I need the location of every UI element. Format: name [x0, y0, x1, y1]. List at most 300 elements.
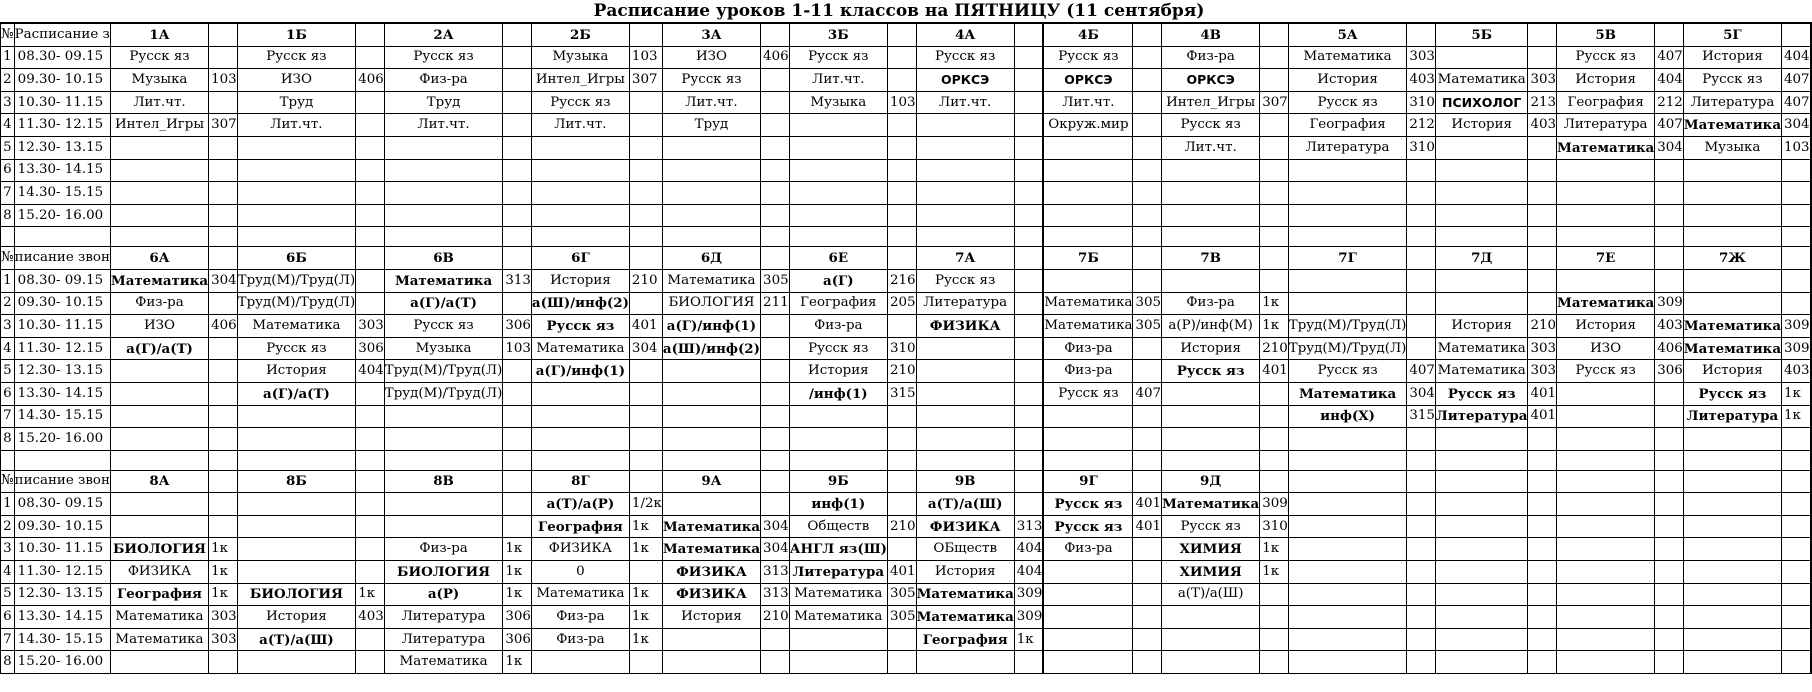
subject-cell: Математика: [1043, 315, 1133, 338]
room-cell: 1к: [503, 561, 532, 584]
subject-cell: [1557, 606, 1655, 629]
lesson-row: [1, 69, 1811, 92]
subject-cell: [1043, 204, 1133, 227]
room-header: [1260, 247, 1289, 270]
subject-cell: Литература: [384, 606, 503, 629]
room-cell: [1014, 269, 1043, 292]
subject-cell: [1043, 428, 1133, 451]
subject-cell: [1043, 136, 1133, 159]
room-cell: [1014, 493, 1043, 516]
subject-cell: Труд: [662, 114, 760, 137]
room-cell: 1к: [1260, 315, 1289, 338]
subject-cell: ИЗО: [1557, 337, 1655, 360]
room-cell: 1к: [1260, 538, 1289, 561]
room-cell: 103: [209, 69, 238, 92]
subject-cell: Русск яз: [1288, 91, 1407, 114]
subject-cell: [1683, 159, 1781, 182]
room-cell: [209, 46, 238, 69]
blank-cell: [503, 227, 532, 247]
room-cell: 213: [1528, 91, 1557, 114]
room-cell: 1к: [1782, 382, 1811, 405]
lesson-row: [1, 606, 1811, 629]
subject-cell: Литература: [1435, 405, 1528, 428]
room-cell: [888, 493, 917, 516]
subject-cell: [1557, 182, 1655, 205]
subject-cell: а(Г)/а(Т): [384, 292, 503, 315]
room-cell: [888, 628, 917, 651]
subject-cell: География: [1557, 91, 1655, 114]
room-cell: [1407, 493, 1436, 516]
lesson-time: 14.30- 15.15: [14, 182, 110, 205]
blank-cell: [789, 227, 887, 247]
subject-cell: [1288, 583, 1407, 606]
subject-cell: Физ-ра: [531, 628, 629, 651]
room-cell: [1260, 583, 1289, 606]
lesson-number: 1: [1, 46, 15, 69]
room-cell: [356, 159, 385, 182]
subject-cell: БИОЛОГИЯ: [662, 292, 760, 315]
subject-cell: История: [237, 360, 356, 383]
room-cell: [209, 405, 238, 428]
room-cell: 1к: [629, 606, 662, 629]
room-cell: [1133, 360, 1162, 383]
blank-cell: [1557, 450, 1655, 470]
subject-cell: Интел_Игры: [1162, 91, 1260, 114]
room-cell: 1к: [209, 561, 238, 584]
blank-cell: [1014, 450, 1043, 470]
room-cell: [356, 114, 385, 137]
subject-cell: Русск яз: [1435, 382, 1528, 405]
subject-cell: Математика: [237, 315, 356, 338]
room-cell: [503, 136, 532, 159]
lesson-row: [1, 337, 1811, 360]
room-cell: [1407, 337, 1436, 360]
room-cell: 309: [1260, 493, 1289, 516]
subject-cell: Русск яз: [1557, 46, 1655, 69]
blank-cell: [888, 450, 917, 470]
room-cell: [888, 159, 917, 182]
room-cell: [761, 69, 790, 92]
subject-cell: Русск яз: [237, 337, 356, 360]
class-name: 7А: [916, 247, 1014, 270]
subject-cell: [110, 159, 208, 182]
room-cell: 407: [1782, 69, 1811, 92]
room-cell: [1407, 561, 1436, 584]
room-header: [1014, 23, 1043, 46]
subject-cell: Труд(М)/Труд(Л): [1288, 315, 1407, 338]
subject-cell: [1435, 606, 1528, 629]
room-cell: 303: [1528, 337, 1557, 360]
subject-cell: Интел_Игры: [531, 69, 629, 92]
room-cell: 310: [1260, 515, 1289, 538]
room-cell: [629, 114, 662, 137]
subject-cell: Труд: [237, 91, 356, 114]
room-cell: 401: [1260, 360, 1289, 383]
room-cell: 303: [1528, 69, 1557, 92]
room-cell: [1133, 159, 1162, 182]
room-cell: [356, 405, 385, 428]
room-cell: [1528, 269, 1557, 292]
blank-cell: [1288, 227, 1407, 247]
blank-cell: [916, 450, 1014, 470]
subject-cell: Физ-ра: [1043, 337, 1133, 360]
room-cell: [1528, 651, 1557, 674]
subject-cell: Математика: [1435, 337, 1528, 360]
class-name: 6А: [110, 247, 208, 270]
subject-cell: [1435, 515, 1528, 538]
room-cell: [1528, 628, 1557, 651]
subject-cell: [1683, 606, 1781, 629]
subject-cell: [662, 182, 760, 205]
room-cell: [356, 136, 385, 159]
room-cell: 403: [1782, 360, 1811, 383]
room-cell: 309: [1782, 337, 1811, 360]
room-cell: [1528, 182, 1557, 205]
separator-row: [1, 227, 1811, 247]
subject-cell: [1557, 405, 1655, 428]
room-cell: 1к: [1014, 628, 1043, 651]
subject-cell: ПСИХОЛОГ: [1435, 91, 1528, 114]
blank-cell: [1528, 227, 1557, 247]
subject-cell: [789, 204, 887, 227]
blank-cell: [384, 227, 503, 247]
subject-cell: [1557, 561, 1655, 584]
room-cell: [1407, 628, 1436, 651]
room-cell: [761, 493, 790, 516]
room-cell: 309: [1782, 315, 1811, 338]
subject-cell: [1557, 651, 1655, 674]
room-cell: 310: [1407, 136, 1436, 159]
subject-cell: География: [531, 515, 629, 538]
blank-cell: [14, 450, 110, 470]
room-cell: [888, 405, 917, 428]
room-cell: [888, 69, 917, 92]
subject-cell: Физ-ра: [384, 69, 503, 92]
room-cell: [1528, 538, 1557, 561]
subject-cell: ОРКСЭ: [916, 69, 1014, 92]
room-cell: [888, 204, 917, 227]
lesson-time: 12.30- 13.15: [14, 583, 110, 606]
room-cell: 303: [1528, 360, 1557, 383]
room-header: [356, 247, 385, 270]
blank-cell: [1133, 450, 1162, 470]
room-cell: 304: [629, 337, 662, 360]
room-cell: [1260, 269, 1289, 292]
room-header: [503, 247, 532, 270]
subject-cell: [1435, 628, 1528, 651]
subject-cell: [1162, 159, 1260, 182]
room-cell: 1/2к: [629, 493, 662, 516]
blank-cell: [237, 227, 356, 247]
subject-cell: [384, 159, 503, 182]
blank-cell: [1782, 227, 1811, 247]
lesson-row: [1, 360, 1811, 383]
lesson-number: 1: [1, 269, 15, 292]
blank-cell: [1655, 227, 1684, 247]
room-cell: [209, 204, 238, 227]
lesson-number: 8: [1, 204, 15, 227]
room-cell: [629, 382, 662, 405]
room-cell: [1014, 114, 1043, 137]
class-name: 2Б: [531, 23, 629, 46]
subject-cell: [1683, 651, 1781, 674]
subject-cell: [1043, 405, 1133, 428]
subject-cell: [1435, 493, 1528, 516]
subject-cell: [662, 360, 760, 383]
room-cell: [1133, 46, 1162, 69]
room-cell: [356, 493, 385, 516]
subject-cell: [1557, 159, 1655, 182]
room-cell: [356, 538, 385, 561]
lesson-row: [1, 561, 1811, 584]
subject-cell: Математика: [916, 606, 1014, 629]
room-cell: [1133, 606, 1162, 629]
subject-cell: а(Р)/инф(М): [1162, 315, 1260, 338]
room-cell: [1655, 159, 1684, 182]
separator-row: [1, 450, 1811, 470]
subject-cell: Математика: [1162, 493, 1260, 516]
subject-cell: Лит.чт.: [789, 69, 887, 92]
subject-cell: [1288, 159, 1407, 182]
subject-cell: Русск яз: [110, 46, 208, 69]
room-cell: 404: [1782, 46, 1811, 69]
blank-cell: [1, 227, 15, 247]
room-cell: [209, 136, 238, 159]
room-cell: 304: [209, 269, 238, 292]
subject-cell: [1435, 538, 1528, 561]
subject-cell: [1288, 561, 1407, 584]
blank-cell: [1043, 227, 1133, 247]
room-cell: [1260, 114, 1289, 137]
room-header: [1655, 247, 1684, 270]
room-cell: 303: [356, 315, 385, 338]
blank-cell: [1133, 227, 1162, 247]
room-cell: [1782, 269, 1811, 292]
subject-cell: [789, 405, 887, 428]
lesson-number: 2: [1, 292, 15, 315]
subject-cell: [1557, 382, 1655, 405]
subject-cell: История: [1557, 69, 1655, 92]
lesson-number: 5: [1, 360, 15, 383]
room-cell: [1655, 628, 1684, 651]
subject-cell: [662, 493, 760, 516]
room-cell: [1014, 159, 1043, 182]
room-cell: [1407, 204, 1436, 227]
subject-cell: ФИЗИКА: [916, 315, 1014, 338]
room-cell: 313: [1014, 515, 1043, 538]
room-header: [1014, 247, 1043, 270]
subject-cell: Литература: [384, 628, 503, 651]
subject-cell: [1557, 515, 1655, 538]
subject-cell: Физ-ра: [1043, 538, 1133, 561]
subject-cell: [1288, 606, 1407, 629]
room-cell: [1782, 651, 1811, 674]
class-name: 6Б: [237, 247, 356, 270]
blank-cell: [1162, 227, 1260, 247]
lesson-number: 5: [1, 136, 15, 159]
subject-cell: Физ-ра: [789, 315, 887, 338]
subject-cell: География: [789, 292, 887, 315]
room-cell: 304: [761, 538, 790, 561]
room-cell: 404: [1014, 538, 1043, 561]
subject-cell: Труд(М)/Труд(Л): [1288, 337, 1407, 360]
room-cell: 103: [1782, 136, 1811, 159]
room-cell: [503, 159, 532, 182]
room-header: [1528, 247, 1557, 270]
room-cell: [629, 292, 662, 315]
lesson-number: 7: [1, 182, 15, 205]
room-header: [888, 470, 917, 493]
room-cell: [1528, 561, 1557, 584]
subject-cell: [916, 405, 1014, 428]
subject-cell: Математика: [110, 628, 208, 651]
room-cell: 1к: [629, 583, 662, 606]
room-cell: [1260, 182, 1289, 205]
blank-cell: [789, 450, 887, 470]
room-cell: [1782, 159, 1811, 182]
room-cell: [1014, 428, 1043, 451]
subject-cell: Математика: [531, 583, 629, 606]
room-cell: 310: [888, 337, 917, 360]
room-cell: 212: [1407, 114, 1436, 137]
class-name: 6В: [384, 247, 503, 270]
subject-cell: ХИМИЯ: [1162, 561, 1260, 584]
subject-cell: Математика: [1683, 114, 1781, 137]
lesson-time: 08.30- 09.15: [14, 269, 110, 292]
room-cell: [1782, 515, 1811, 538]
room-cell: [1528, 159, 1557, 182]
subject-cell: [1043, 269, 1133, 292]
blank-cell: [1683, 227, 1781, 247]
subject-cell: Физ-ра: [531, 606, 629, 629]
room-cell: [1133, 538, 1162, 561]
subject-cell: [1288, 292, 1407, 315]
room-header: [1782, 247, 1811, 270]
subject-cell: [1162, 628, 1260, 651]
subject-cell: [662, 382, 760, 405]
subject-cell: [1288, 493, 1407, 516]
room-cell: [356, 292, 385, 315]
room-cell: 210: [1260, 337, 1289, 360]
subject-cell: [237, 561, 356, 584]
room-cell: 406: [209, 315, 238, 338]
subject-cell: Русск яз: [1162, 360, 1260, 383]
room-cell: [1133, 91, 1162, 114]
subject-cell: [1162, 606, 1260, 629]
room-cell: [1014, 69, 1043, 92]
class-name: 9Б: [789, 470, 887, 493]
blank-cell: [531, 450, 629, 470]
blank-cell: [629, 450, 662, 470]
subject-cell: [1557, 204, 1655, 227]
subject-cell: а(Г)/инф(1): [662, 315, 760, 338]
subject-cell: [916, 360, 1014, 383]
room-cell: [1014, 360, 1043, 383]
subject-cell: Литература: [1288, 136, 1407, 159]
blank-cell: [1260, 450, 1289, 470]
room-header: [1528, 23, 1557, 46]
lesson-number: 8: [1, 651, 15, 674]
blank-cell: [1528, 450, 1557, 470]
subject-cell: Лит.чт.: [531, 114, 629, 137]
room-cell: [1014, 46, 1043, 69]
subject-cell: [237, 538, 356, 561]
subject-cell: [531, 159, 629, 182]
class-name: 6Г: [531, 247, 629, 270]
room-cell: [761, 382, 790, 405]
room-cell: [503, 382, 532, 405]
room-cell: [1014, 182, 1043, 205]
blank-cell: [356, 227, 385, 247]
subject-cell: Математика: [1557, 136, 1655, 159]
subject-cell: Русск яз: [789, 46, 887, 69]
room-cell: 309: [1014, 606, 1043, 629]
subject-cell: [1043, 182, 1133, 205]
subject-cell: Лит.чт.: [384, 114, 503, 137]
subject-cell: а(Г): [789, 269, 887, 292]
room-cell: [503, 360, 532, 383]
time-header: писание звон: [14, 247, 110, 270]
subject-cell: Лит.чт.: [110, 91, 208, 114]
room-cell: [1528, 515, 1557, 538]
blank-cell: [1435, 450, 1528, 470]
room-header: [888, 23, 917, 46]
lesson-time: 08.30- 09.15: [14, 46, 110, 69]
subject-cell: [531, 651, 629, 674]
subject-cell: Русск яз: [1288, 360, 1407, 383]
subject-cell: а(Р): [384, 583, 503, 606]
room-header: [356, 23, 385, 46]
subject-cell: [789, 651, 887, 674]
room-cell: [1014, 204, 1043, 227]
lesson-row: [1, 269, 1811, 292]
subject-cell: Труд(М)/Труд(Л): [384, 382, 503, 405]
class-name: 7Д: [1435, 247, 1528, 270]
subject-cell: [1683, 561, 1781, 584]
subject-cell: Музыка: [110, 69, 208, 92]
blank-cell: [1288, 450, 1407, 470]
room-cell: 103: [629, 46, 662, 69]
subject-cell: [1288, 182, 1407, 205]
subject-cell: Музыка: [531, 46, 629, 69]
lesson-number: 7: [1, 628, 15, 651]
room-cell: [629, 204, 662, 227]
subject-cell: [1435, 583, 1528, 606]
subject-cell: [1683, 292, 1781, 315]
subject-cell: [237, 159, 356, 182]
subject-cell: Математика: [662, 515, 760, 538]
lesson-time: 08.30- 09.15: [14, 493, 110, 516]
subject-cell: а(Ш)/инф(2): [531, 292, 629, 315]
subject-cell: Русск яз: [237, 46, 356, 69]
subject-cell: ФИЗИКА: [916, 515, 1014, 538]
room-cell: [888, 315, 917, 338]
class-header-row: [1, 247, 1811, 270]
subject-cell: [1683, 182, 1781, 205]
room-cell: [209, 360, 238, 383]
room-cell: [1782, 561, 1811, 584]
blank-cell: [209, 227, 238, 247]
blank-cell: [1782, 450, 1811, 470]
room-cell: [888, 46, 917, 69]
subject-cell: История: [1435, 114, 1528, 137]
room-cell: [1782, 182, 1811, 205]
room-cell: [761, 182, 790, 205]
subject-cell: ФИЗИКА: [662, 583, 760, 606]
room-cell: [1014, 337, 1043, 360]
room-cell: 216: [888, 269, 917, 292]
room-cell: [356, 382, 385, 405]
